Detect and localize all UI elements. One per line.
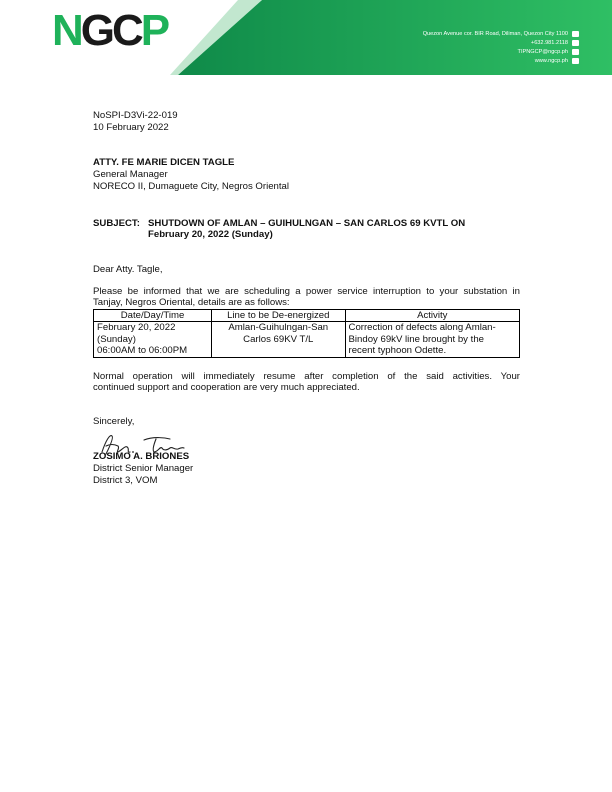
signatory-unit: District 3, VOM <box>93 475 158 486</box>
cell-line <box>212 322 345 357</box>
phone-text: +632.981.2118 <box>530 40 568 46</box>
schedule-table <box>93 309 520 358</box>
table-header-row <box>94 310 520 322</box>
activity-line-3: recent typhoon Odette. <box>348 345 447 357</box>
address-text: Quezon Avenue cor. BIR Road, Diliman, Quezon City 1100 <box>422 31 568 37</box>
recipient-name: ATTY. FE MARIE DICEN TAGLE <box>93 157 235 168</box>
line-name-1: Amlan-Guihulngan-San <box>228 322 329 334</box>
table-row <box>94 322 520 357</box>
recipient-organization: NORECO II, Dumaguete City, Negros Oriental <box>93 181 290 192</box>
sign-off: Sincerely, <box>93 416 135 427</box>
reference-number: NoSPI-D3Vi-22-019 <box>93 110 178 121</box>
email-text: TIPNGCP@ngcp.ph <box>517 49 568 55</box>
signatory-title: District Senior Manager <box>93 463 194 474</box>
globe-icon <box>572 58 579 64</box>
letterhead <box>0 0 612 80</box>
location-icon <box>572 31 579 37</box>
date-line: February 20, 2022 <box>97 322 176 334</box>
subject-line-2: February 20, 2022 (Sunday) <box>148 229 273 240</box>
header-line: Line to be De-energized <box>212 310 345 322</box>
email-icon <box>572 49 579 55</box>
time-line: 06:00AM to 06:00PM <box>97 345 188 357</box>
salutation: Dear Atty. Tagle, <box>93 264 163 275</box>
intro-line-1: Please be informed that we are scheduling a power service interruption to your substation in <box>93 286 520 297</box>
subject <box>93 218 523 244</box>
activity-line-1: Correction of defects along Amlan- <box>348 322 496 334</box>
cell-date <box>94 322 212 357</box>
line-name-2: Carlos 69KV T/L <box>243 333 314 345</box>
subject-line-1: SHUTDOWN OF AMLAN – GUIHULNGAN – SAN CARLOS 69 KVTL ON <box>148 218 466 229</box>
intro-line-2: Tanjay, Negros Oriental, details are as follows: <box>93 297 290 308</box>
cell-activity <box>345 322 519 357</box>
closing-line-2: continued support and cooperation are very much appreciated. <box>93 382 360 393</box>
day-line: (Sunday) <box>97 333 136 345</box>
signatory-name: ZOSIMO A. BRIONES <box>93 451 190 462</box>
header-activity: Activity <box>345 310 519 322</box>
ngcp-logo: NGCP <box>52 6 168 55</box>
phone-icon <box>572 40 579 46</box>
closing-line-1: Normal operation will immediately resume after completion of the said activities. Your <box>93 371 520 382</box>
recipient-title: General Manager <box>93 169 168 180</box>
letter-date: 10 February 2022 <box>93 122 169 133</box>
header-date: Date/Day/Time <box>94 310 212 322</box>
website-text: www.ngcp.ph <box>534 58 568 64</box>
activity-line-2: Bindoy 69kV line brought by the <box>348 333 484 345</box>
subject-label: SUBJECT: <box>93 218 140 229</box>
